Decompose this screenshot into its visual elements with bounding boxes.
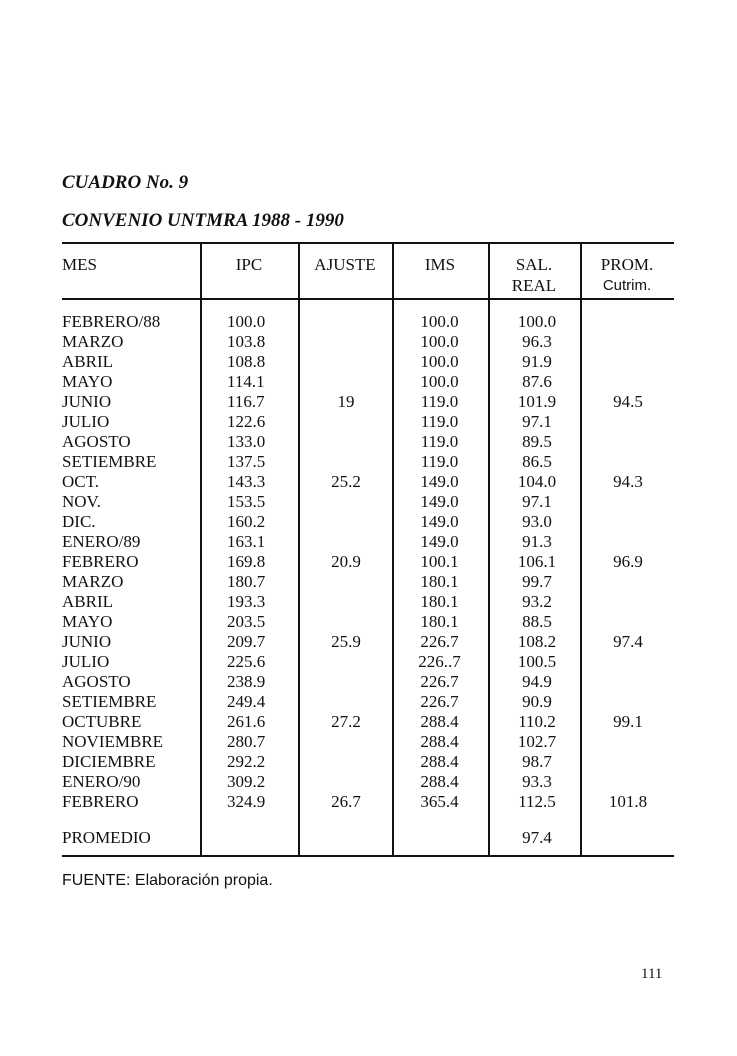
cell-ipc: 309.2 [227,772,266,791]
table-row [62,672,674,692]
cell-sal-real: 97.1 [522,492,552,511]
table-row [62,372,674,392]
cell-mes: MARZO [62,572,124,591]
table-row [62,692,674,712]
cell-ipc: 100.0 [227,312,266,331]
cell-ipc: 169.8 [227,552,266,571]
cell-mes: ABRIL [62,352,113,371]
cell-mes: SETIEMBRE [62,452,157,471]
cell-ims: 180.1 [420,592,459,611]
table-row [62,772,674,792]
promedio-sal-real: 97.4 [522,828,552,847]
cell-ajuste: 26.7 [331,792,361,811]
cell-ims: 226..7 [418,652,461,671]
cell-ipc: 324.9 [227,792,266,811]
cell-sal-real: 87.6 [522,372,552,391]
header-ims: IMS [424,255,456,274]
cell-mes: NOV. [62,492,101,511]
cell-ims: 365.4 [420,792,459,811]
cell-prom-cutrim: 94.3 [613,472,643,491]
cell-ims: 149.0 [420,492,459,511]
cell-mes: OCT. [62,472,99,491]
table-bottom-rule [62,855,674,857]
cell-mes: MAYO [62,372,113,391]
cell-mes: JULIO [62,652,110,671]
cell-mes: FEBRERO/88 [62,312,161,331]
cell-prom-cutrim: 97.4 [613,632,643,651]
cell-ipc: 137.5 [227,452,266,471]
table-row [62,712,674,732]
table-row [62,592,674,612]
cell-ipc: 153.5 [227,492,266,511]
cell-ipc: 249.4 [227,692,266,711]
table-row [62,512,674,532]
table-row [62,452,674,472]
table-row [62,432,674,452]
cell-prom-cutrim: 101.8 [608,792,648,811]
table-top-rule [62,242,674,244]
table-row [62,352,674,372]
table-row [62,632,674,652]
cell-mes: OCTUBRE [62,712,142,731]
cell-ims: 119.0 [420,432,459,451]
header-ajuste: AJUSTE [314,255,376,274]
cell-ipc: 209.7 [227,632,266,651]
cell-sal-real: 101.9 [517,392,557,411]
cell-ajuste: 27.2 [331,712,361,731]
cell-ipc: 225.6 [227,652,266,671]
cell-ipc: 193.3 [227,592,266,611]
table-row [62,332,674,352]
cell-prom-cutrim: 94.5 [613,392,643,411]
cell-ims: 119.0 [420,412,459,431]
promedio-label: PROMEDIO [62,828,151,847]
cell-mes: DICIEMBRE [62,752,156,771]
table-row [62,792,674,812]
cell-ims: 288.4 [420,712,459,731]
cell-sal-real: 99.7 [522,572,552,591]
cell-ipc: 180.7 [227,572,266,591]
cell-ims: 226.7 [420,692,459,711]
cell-mes: JUNIO [62,632,112,651]
cell-ipc: 163.1 [227,532,266,551]
cell-ims: 149.0 [420,532,459,551]
cell-ajuste: 25.2 [331,472,361,491]
table-row [62,612,674,632]
cell-ipc: 122.6 [227,412,266,431]
cell-mes: ENERO/89 [62,532,141,551]
page-number: 111 [641,966,663,982]
cell-sal-real: 91.3 [522,532,552,551]
cell-ipc: 280.7 [227,732,266,751]
cell-mes: MARZO [62,332,124,351]
header-mes: MES [62,255,97,274]
table-row [62,732,674,752]
header-prom-line2: Cutrim. [602,277,652,294]
cell-mes: FEBRERO [62,792,139,811]
cell-sal-real: 102.7 [517,732,557,751]
cell-ims: 180.1 [420,572,459,591]
cell-mes: JUNIO [62,392,112,411]
header-sal-real [488,254,580,296]
cell-sal-real: 96.3 [522,332,552,351]
cell-sal-real: 104.0 [517,472,557,491]
cell-ipc: 108.8 [227,352,266,371]
cell-ipc: 261.6 [227,712,266,731]
cell-mes: FEBRERO [62,552,139,571]
cell-ims: 100.0 [420,332,459,351]
table-row [62,652,674,672]
table-row [62,412,674,432]
source-note: FUENTE: Elaboración propia. [62,872,273,889]
cell-ipc: 116.7 [227,392,265,411]
cuadro-title: CUADRO No. 9 [62,172,189,193]
cell-ipc: 238.9 [227,672,266,691]
header-prom-cutrim [580,254,674,296]
cell-ims: 119.0 [420,392,459,411]
cell-ims: 100.0 [420,312,459,331]
cell-mes: DIC. [62,512,96,531]
cell-sal-real: 100.5 [517,652,557,671]
cell-ajuste: 19 [337,392,355,411]
table-row [62,572,674,592]
cell-mes: SETIEMBRE [62,692,157,711]
header-prom-line1: PROM. [600,255,654,274]
cell-mes: ABRIL [62,592,113,611]
cell-ajuste: 25.9 [331,632,361,651]
cell-sal-real: 93.3 [522,772,552,791]
cell-ims: 100.1 [420,552,459,571]
cell-sal-real: 86.5 [522,452,552,471]
table-row [62,472,674,492]
table-row [62,532,674,552]
header-sal-line2: REAL [511,276,557,295]
table-row [62,392,674,412]
cell-sal-real: 108.2 [517,632,557,651]
cell-ipc: 103.8 [227,332,266,351]
cell-ims: 119.0 [420,452,459,471]
cell-mes: JULIO [62,412,110,431]
cell-sal-real: 93.2 [522,592,552,611]
table-header-rule [62,298,674,300]
cell-ims: 226.7 [420,632,459,651]
cell-mes: AGOSTO [62,672,131,691]
cell-ipc: 203.5 [227,612,266,631]
cell-ajuste: 20.9 [331,552,361,571]
cell-mes: NOVIEMBRE [62,732,164,751]
cell-ipc: 133.0 [227,432,266,451]
cell-ims: 149.0 [420,472,459,491]
cell-mes: MAYO [62,612,113,631]
table-row [62,312,674,332]
cell-sal-real: 98.7 [522,752,552,771]
cell-sal-real: 97.1 [522,412,552,431]
cell-sal-real: 94.9 [522,672,552,691]
cell-ims: 288.4 [420,772,459,791]
cell-sal-real: 88.5 [522,612,552,631]
cell-sal-real: 100.0 [517,312,557,331]
cell-sal-real: 110.2 [518,712,556,731]
cell-sal-real: 90.9 [522,692,552,711]
cell-sal-real: 93.0 [522,512,552,531]
cell-ims: 100.0 [420,372,459,391]
header-ipc: IPC [235,255,263,274]
cell-ims: 149.0 [420,512,459,531]
cell-ims: 288.4 [420,752,459,771]
cell-mes: AGOSTO [62,432,131,451]
cell-ims: 226.7 [420,672,459,691]
cell-sal-real: 106.1 [517,552,557,571]
cell-sal-real: 91.9 [522,352,552,371]
cell-ipc: 114.1 [227,372,265,391]
cell-ipc: 160.2 [227,512,266,531]
promedio-row [62,828,674,848]
cell-ipc: 292.2 [227,752,266,771]
table-body [62,312,674,812]
cell-sal-real: 89.5 [522,432,552,451]
cell-ims: 180.1 [420,612,459,631]
convenio-title: CONVENIO UNTMRA 1988 - 1990 [62,210,344,231]
cell-ipc: 143.3 [227,472,266,491]
cell-prom-cutrim: 99.1 [613,712,643,731]
cell-mes: ENERO/90 [62,772,141,791]
table-row [62,752,674,772]
header-sal-line1: SAL. [515,255,553,274]
cell-sal-real: 112.5 [518,792,556,811]
cell-ims: 288.4 [420,732,459,751]
table-row [62,552,674,572]
table-row [62,492,674,512]
cell-ims: 100.0 [420,352,459,371]
cell-prom-cutrim: 96.9 [613,552,643,571]
